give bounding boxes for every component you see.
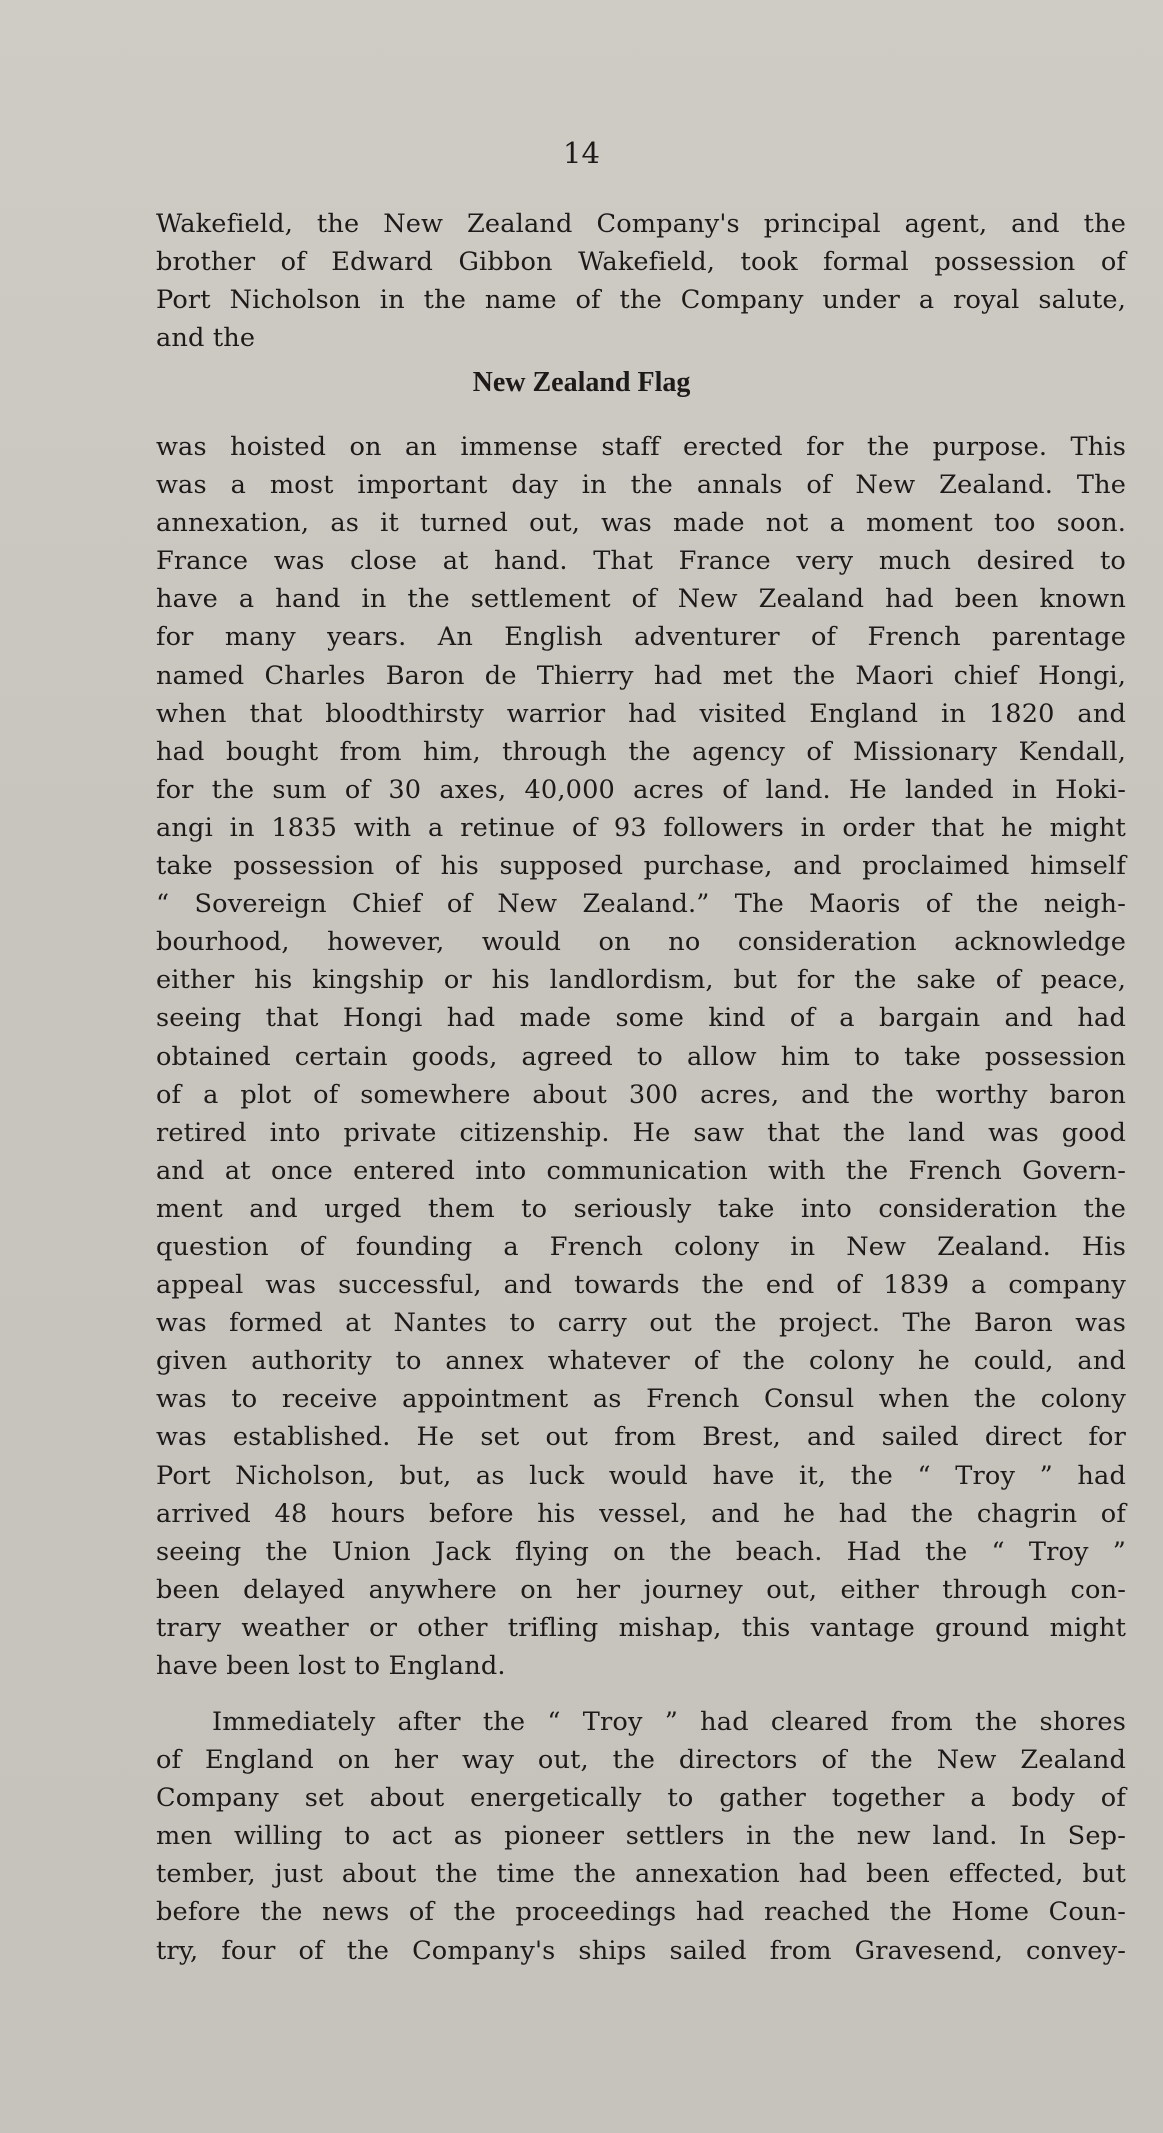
text-line: France was close at hand. That France very much desired to <box>156 546 1126 577</box>
text-line: been delayed anywhere on her journey out, either through con- <box>156 1574 1126 1605</box>
text-line: arrived 48 hours before his vessel, and he had the chagrin of <box>156 1498 1126 1529</box>
paragraph-3 <box>156 1703 1126 1970</box>
text-line: and at once entered into communication with the French Govern- <box>156 1155 1126 1186</box>
text-line: named Charles Baron de Thierry had met the Maori chief Hongi, <box>156 660 1126 691</box>
paragraph-1 <box>156 205 1126 357</box>
text-line: have a hand in the settlement of New Zealand had been known <box>156 584 1126 615</box>
text-line: angi in 1835 with a retinue of 93 followers in order that he might <box>156 812 1126 843</box>
text-line: was hoisted on an immense staff erected for the purpose. This <box>156 432 1126 462</box>
text-line: was established. He set out from Brest, and sailed direct for <box>156 1422 1126 1453</box>
text-line: Port Nicholson in the name of the Company under a royal salute, <box>156 285 1126 316</box>
text-line: of a plot of somewhere about 300 acres, and the worthy baron <box>156 1079 1126 1110</box>
section-heading: New Zealand Flag <box>472 367 691 398</box>
text-line: ment and urged them to seriously take into consideration the <box>156 1193 1126 1224</box>
text-line: for the sum of 30 axes, 40,000 acres of land. He landed in Hoki- <box>156 774 1126 805</box>
text-line: was formed at Nantes to carry out the project. The Baron was <box>156 1308 1126 1339</box>
paragraph-2 <box>156 428 1126 1685</box>
text-line: men willing to act as pioneer settlers in the new land. In Sep- <box>156 1821 1126 1852</box>
text-line: had bought from him, through the agency of Missionary Kendall, <box>156 736 1126 767</box>
text-line: given authority to annex whatever of the colony he could, and <box>156 1346 1126 1377</box>
text-line: “ Sovereign Chief of New Zealand.” The Maoris of the neigh- <box>156 889 1126 920</box>
text-line: trary weather or other trifling mishap, this vantage ground might <box>156 1612 1126 1643</box>
text-line: appeal was successful, and towards the end of 1839 a company <box>156 1270 1126 1301</box>
text-line: Port Nicholson, but, as luck would have it, the “ Troy ” had <box>156 1460 1126 1491</box>
text-line: for many years. An English adventurer of French parentage <box>156 622 1126 653</box>
text-line: Immediately after the “ Troy ” had cleared from the shores <box>212 1707 1126 1737</box>
text-line: before the news of the proceedings had reached the Home Coun- <box>156 1897 1126 1928</box>
text-line: of England on her way out, the directors of the New Zealand <box>156 1745 1126 1776</box>
text-line: question of founding a French colony in New Zealand. His <box>156 1231 1126 1262</box>
text-line: try, four of the Company's ships sailed from Gravesend, convey- <box>156 1935 1126 1966</box>
text-line: seeing that Hongi had made some kind of a bargain and had <box>156 1003 1126 1034</box>
text-line: when that bloodthirsty warrior had visited England in 1820 and <box>156 698 1126 729</box>
text-line: tember, just about the time the annexation had been effected, but <box>156 1859 1126 1890</box>
text-line: obtained certain goods, agreed to allow him to take possession <box>156 1041 1126 1072</box>
text-line: retired into private citizenship. He saw that the land was good <box>156 1117 1126 1148</box>
text-line: annexation, as it turned out, was made not a moment too soon. <box>156 508 1126 539</box>
text-line: and the <box>156 323 256 354</box>
text-line: either his kingship or his landlordism, but for the sake of peace, <box>156 965 1126 996</box>
text-line: have been lost to England. <box>156 1651 506 1681</box>
text-line: Company set about energetically to gather together a body of <box>156 1783 1126 1814</box>
text-line: seeing the Union Jack flying on the beach. Had the “ Troy ” <box>156 1536 1126 1567</box>
text-line: brother of Edward Gibbon Wakefield, took formal possession of <box>156 247 1126 278</box>
text-line: was to receive appointment as French Consul when the colony <box>156 1384 1126 1415</box>
text-line: bourhood, however, would on no consideration acknowledge <box>156 927 1126 958</box>
page-number: 14 <box>563 136 600 170</box>
text-line: was a most important day in the annals of New Zealand. The <box>156 470 1126 501</box>
text-line: Wakefield, the New Zealand Company's principal agent, and the <box>156 209 1126 239</box>
text-line: take possession of his supposed purchase, and proclaimed himself <box>156 851 1126 882</box>
